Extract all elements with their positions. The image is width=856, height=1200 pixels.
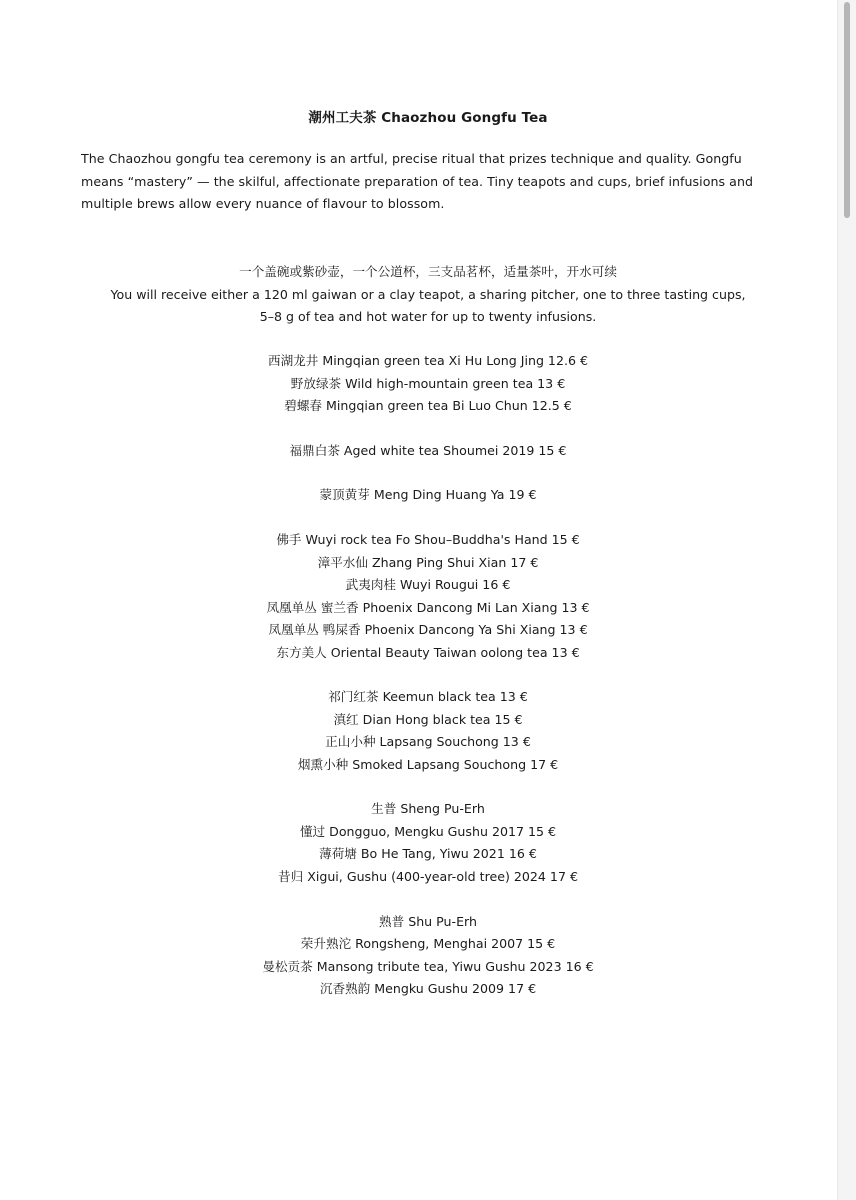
scrollbar-thumb[interactable] [844, 2, 850, 218]
intro-paragraph: The Chaozhou gongfu tea ceremony is an artful, precise ritual that prizes technique and quality. Gongfu means “mastery” — the skilful, affectionate preparation of tea. Tiny teapots and cups, brief infusions and multiple brews allow every nuance of flavour to blossom. [81, 151, 754, 211]
menu-item: 烟熏小种 Smoked Lapsang Souchong 17 € [297, 756, 559, 772]
menu-group-sheng-pu-erh [0, 798, 856, 888]
setup-line-1: You will receive either a 120 ml gaiwan or a clay teapot, a sharing pitcher, one to three tasting cups, [110, 286, 746, 302]
menu-item: 碧螺春 Mingqian green tea Bi Luo Chun 12.5 € [284, 398, 572, 413]
menu-group-shu-pu-erh [0, 911, 856, 1001]
menu-item: 薄荷塘 Bo He Tang, Yiwu 2021 16 € [319, 846, 537, 862]
menu-item: 凤凰单丛 鸭屎香 Phoenix Dancong Ya Shi Xiang 13 € [268, 622, 588, 638]
menu-item: 昔归 Xigui, Gushu (400-year-old tree) 2024 17 € [278, 868, 578, 884]
menu-group-black-tea [0, 686, 856, 776]
menu-item: 蒙顶黄芽 Meng Ding Huang Ya 19 € [319, 487, 537, 503]
menu-item: 懂过 Dongguo, Mengku Gushu 2017 15 € [299, 823, 557, 839]
setup-line-chinese: 一个盖碗或紫砂壶，一个公道杯，三支品茗杯，适量茶叶，开水可续 [239, 264, 617, 279]
menu-item: 荣升熟沱 Rongsheng, Menghai 2007 15 € [300, 936, 556, 952]
setup-line-2: 5–8 g of tea and hot water for up to twenty infusions. [259, 309, 597, 324]
menu-item: 漳平水仙 Zhang Ping Shui Xian 17 € [317, 554, 539, 570]
vertical-scrollbar[interactable] [837, 0, 856, 1200]
menu-item: 曼松贡茶 Mansong tribute tea, Yiwu Gushu 2023 16 € [262, 958, 594, 974]
menu-group-oolong-tea [0, 529, 856, 664]
menu-item: 西湖龙井 Mingqian green tea Xi Hu Long Jing 12.6 € [267, 353, 588, 368]
menu-item: 凤凰单丛 蜜兰香 Phoenix Dancong Mi Lan Xiang 13 € [266, 599, 590, 615]
menu-group-heading: 生普 Sheng Pu-Erh [371, 801, 485, 817]
menu-group-yellow-tea [0, 484, 856, 507]
tea-menu [0, 350, 856, 1023]
menu-item: 野放绿茶 Wild high-mountain green tea 13 € [290, 375, 566, 391]
setup-description [0, 261, 856, 329]
page-title: 潮州工夫茶 Chaozhou Gongfu Tea [308, 110, 548, 126]
menu-item: 沉香熟韵 Mengku Gushu 2009 17 € [319, 981, 537, 997]
menu-item: 东方美人 Oriental Beauty Taiwan oolong tea 13 € [276, 644, 580, 660]
menu-item: 祁门红茶 Keemun black tea 13 € [328, 689, 528, 705]
menu-item: 滇红 Dian Hong black tea 15 € [333, 711, 523, 727]
menu-item: 正山小种 Lapsang Souchong 13 € [325, 734, 531, 750]
menu-group-heading: 熟普 Shu Pu-Erh [379, 913, 477, 929]
menu-group-white-tea [0, 440, 856, 463]
menu-group-green-tea [0, 350, 856, 418]
menu-item: 福鼎白茶 Aged white tea Shoumei 2019 15 € [289, 442, 567, 458]
menu-item: 武夷肉桂 Wuyi Rougui 16 € [345, 577, 511, 593]
menu-item: 佛手 Wuyi rock tea Fo Shou–Buddha's Hand 15 € [276, 532, 580, 548]
